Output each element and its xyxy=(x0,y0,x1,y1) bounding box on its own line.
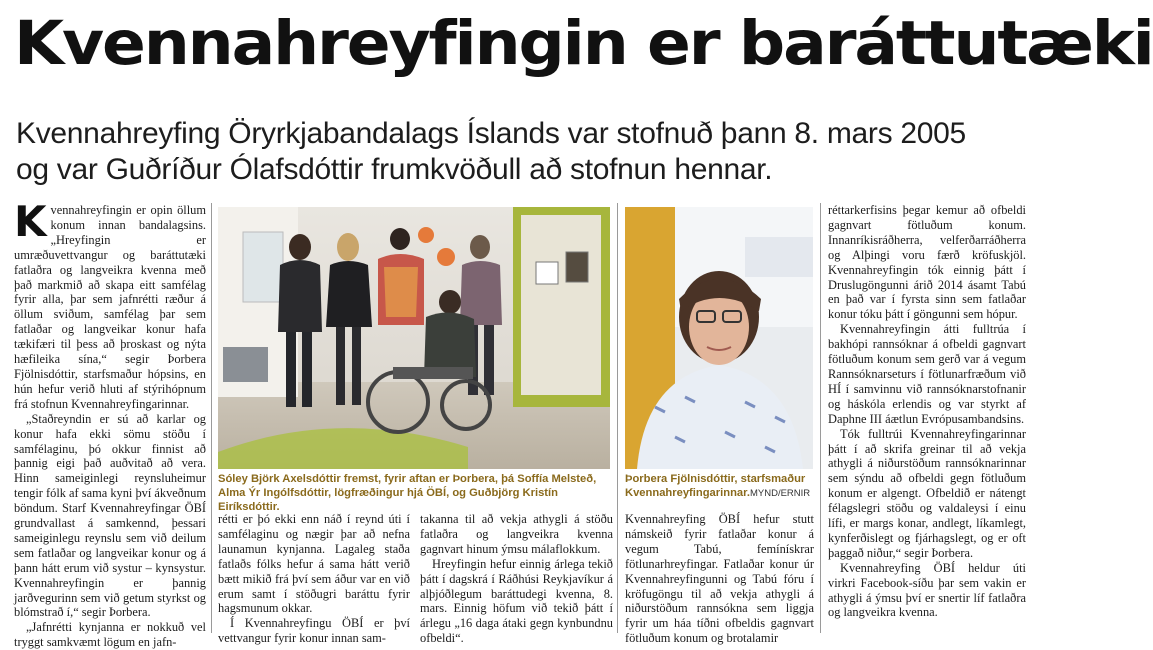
paragraph: Kvennahreyfingin átti fulltrúa í bakhópi rannsóknar á ofbeldi gagnvart fötluðum konum sem gerð var á vegum Rannsóknarseturs í fötlunarfræðum við HÍ í samvinnu við rannsóknarstofnanir og háskóla erlendis og var styrkt af Daphne III áætlun Evrópusambandsins. xyxy=(828,322,1026,426)
group-photo-image xyxy=(218,207,610,469)
portrait-photo xyxy=(625,207,813,469)
drop-cap: K xyxy=(14,197,47,246)
subheading xyxy=(16,116,1026,188)
subheading-line-1: Kvennahreyfing Öryrkjabandalags Íslands var stofnuð þann 8. mars 2005 xyxy=(16,117,966,150)
column-rule xyxy=(211,203,212,633)
paragraph: Í Kvennahreyfingu ÖBÍ er því vettvangur fyrir konur innan sam- xyxy=(218,616,410,646)
paragraph: Hreyfingin hefur einnig árlega tekið þátt í dagskrá í Ráðhúsi Reykjavíkur á alþjóðlegum baráttudegi kvenna, 8. mars. Einnig höfum við tekið þátt í árlegu „16 daga átaki gegn kynbundnu ofbeldi“. xyxy=(420,556,613,646)
paragraph: réttarkerfisins þegar kemur að ofbeldi gagnvart fötluðum konum. Innanríkisráðherra, velferðarráðherra og Alþingi voru færð kröfuskjöl. Kvennahreyfingin tók einnig þátt í Druslugöngunni árið 2014 ásamt Tabú en það var í fyrsta sinn sem fatlaðar konur tóku þátt í göngunni sem hópur. xyxy=(828,203,1026,322)
column-5 xyxy=(828,203,1026,635)
photo-caption: Sóley Björk Axelsdóttir fremst, fyrir aftan er Þorbera, þá Soffía Melsteð, Alma Ýr Ingólfsdóttir, lögfræðingur hjá ÖBÍ, og Guðbjörg Kristín Eiríksdóttir. xyxy=(218,473,597,513)
paragraph: takanna til að vekja athygli á stöðu fatlaðra og langveikra kvenna gagnvart hinum ýmsu málaflokkum. xyxy=(420,512,613,556)
paragraph: vennahreyfingin er opin öllum konum innan bandalagsins. „Hreyfingin er umræðuvettvangur og baráttutæki fatlaðra og langveikra kvenna með það markmið að skapa eitt samfélag fyrir alla, þar sem jafnrétti ræður á öllum sviðum, samfélag þar sem fatlaðar og langveikar konur hafa tækifæri til þess að þroskast og nýta hæfileika sína,“ segir Þorbera Fjölnisdóttir, starfsmaður hópsins, en hún hefur verið hluti af stýrihópnum frá stofnun Kvennahreyfingarinnar. xyxy=(14,203,206,411)
photo-credit: MYND/ERNIR xyxy=(749,488,811,499)
paragraph: Kvennahreyfing ÖBÍ hefur stutt námskeið fyrir fatlaðar konur á vegum Tabú, femínískrar fötlunarhreyfingar. Fatlaðar konur úr Kvennahreyfingunni og Tabú fóru í kröfugöngu til að vekja athygli á niðurstöðum rannsókna sem liggja fyrir um háa tíðni ofbeldis gagnvart fötluðum konum og brotalamir xyxy=(625,512,814,646)
portrait-caption-text: Þorbera Fjölnisdóttir, starfsmaður Kvennahreyfingarinnar. xyxy=(625,473,806,499)
headline: Kvennahreyfingin er baráttutæki xyxy=(14,8,1153,79)
column-3 xyxy=(420,512,613,646)
subheading-line-2: og var Guðríður Ólafsdóttir frumkvöðull að stofnun hennar. xyxy=(16,153,773,186)
portrait-photo-image xyxy=(625,207,813,469)
paragraph: Kvennahreyfing ÖBÍ heldur úti virkri Facebook-síðu þar sem vakin er athygli á ýmsu því er snertir líf fatlaðra og langveikra kvenna. xyxy=(828,560,1026,620)
column-rule xyxy=(617,203,618,633)
column-rule xyxy=(820,203,821,633)
paragraph: „Jafnrétti kynjanna er nokkuð vel tryggt samkvæmt lögum en jafn- xyxy=(14,620,206,650)
paragraph: rétti er þó ekki enn náð í reynd úti í samfélaginu og nægir þar að nefna launamun kynjanna. Lagaleg staða fatlaðs fólks hefur á sama hátt verið bætt mikið frá því sem áður var en við erum samt í stöðugri baráttu fyrir hagsmunum okkar. xyxy=(218,512,410,616)
column-4 xyxy=(625,512,814,646)
column-2 xyxy=(218,512,410,646)
group-photo xyxy=(218,207,610,469)
column-1 xyxy=(14,197,207,650)
portrait-caption xyxy=(625,472,820,501)
paragraph: Tók fulltrúi Kvennahreyfingarinnar þátt í að skrifa greinar til að vekja athygli á niðurstöðum rannsóknarinnar sem sýndu að ofbeldi gegn fötluðum konum er algengt. Ofbeldið er nátengt félagslegri stöðu og valdaleysi í einu lífi, er margs konar, andlegt, líkamlegt, kynferðislegt og fjárhagslegt, og er oft þaggað niður,“ segir Þorbera. xyxy=(828,426,1026,560)
paragraph: „Staðreyndin er sú að karlar og konur hafa ekki sömu stöðu í samfélaginu, þó okkur finnist að þannig eigi það auðvitað að vera. Hinn sameiginlegi reynsluheimur tengir fólk af sama kyni því ákveðnum böndum. Starf Kvennahreyfingar ÖBÍ grundvallast á samkennd, þessari sameiginlegu reynslu sem við deilum sem fatlaðar og langveikar konur og á þann hátt erum við systur – kynsystur. Kvennahreyfingin er þannig jarðvegurinn sem við getum styrkst og blómstrað í,“ segir Þorbera. xyxy=(14,411,207,620)
